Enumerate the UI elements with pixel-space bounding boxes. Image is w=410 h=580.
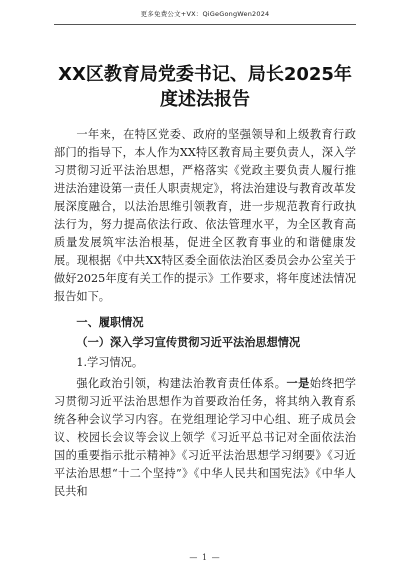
header-divider [54, 24, 356, 25]
document-title: XX区教育局党委书记、局长2025年度述法报告 [58, 64, 352, 110]
subsection-heading: （一）深入学习宣传贯彻习近平法治思想情况 [76, 336, 301, 349]
header-note: 更多免费公文+VX：QiGeGongWen2024 [140, 10, 270, 18]
page-number: — 1 — [189, 553, 221, 562]
body-paragraph [54, 374, 356, 501]
item-heading: 1.学习情况。 [76, 356, 144, 369]
body-lead-text: 强化政治引领，构建法治教育责任体系。 [76, 377, 287, 390]
body-rest-text: 始终把学习贯彻习近平法治思想作为首要政治任务，将其纳入教育系统各种会议学习内容。在党组理论学习中心组、班子成员会议、校园长会议等会议上领学《习近平总书记对全面依法治国的重要指示批示精神》《习近平法治思想学习纲要》《习近平法治思想“十二个坚持”》《中华人民共和国宪法》《中华人民共和 [54, 377, 356, 498]
intro-paragraph: 一年来，在特区党委、政府的坚强领导和上级教育行政部门的指导下，本人作为XX特区教育局主要负责人，深入学习贯彻习近平法治思想，严格落实《党政主要负责人履行推进法治建设第一责任人职责规定》，将法治建设与教育改革发展深度融合，以法治思维引领教育，进一步规范教育行政执法行为，努力提高依法行政、依法管理水平，为全区教育高质量发展筑牢法治根基，促进全区教育事业的和谐健康发展。现根据《中共XX特区委全面依法治区委员会办公室关于做好2025年度有关工作的提示》工作要求，将年度述法情况报告如下。 [54, 128, 356, 303]
document-body [54, 126, 356, 501]
section-heading: 一、履职情况 [76, 316, 144, 329]
body-emphasis-text: 一是 [286, 376, 310, 390]
